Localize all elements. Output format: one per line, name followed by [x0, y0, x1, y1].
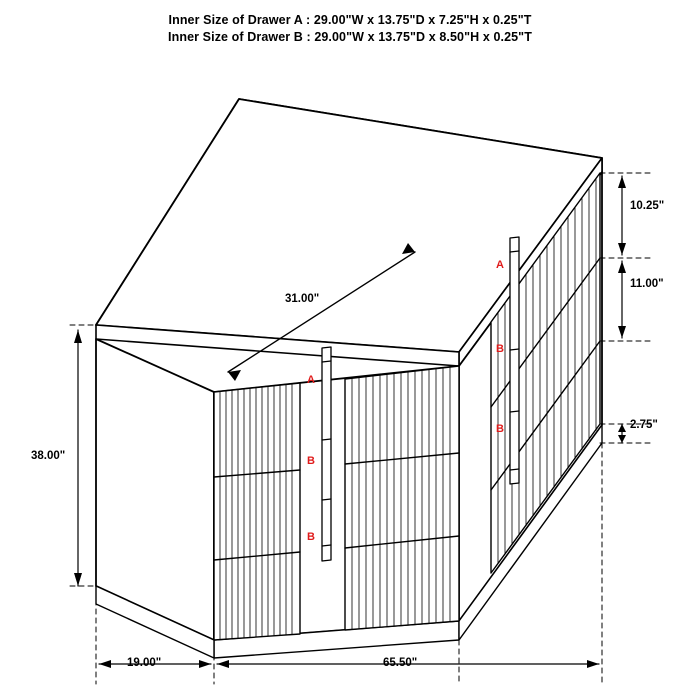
header-line-1: Inner Size of Drawer A : 29.00"W x 13.75"D x 7.25"H x 0.25"T	[168, 13, 532, 27]
handle-right-bank	[510, 237, 519, 484]
drawer-label-b-right-mid: B	[496, 343, 504, 355]
dim-label-19-00: 19.00"	[127, 657, 162, 669]
dim-label-11-00: 11.00"	[630, 278, 664, 290]
drawer-label-a-right: A	[496, 259, 504, 271]
dim-label-31-00: 31.00"	[285, 293, 320, 305]
drawer-label-b-left-mid: B	[307, 455, 315, 467]
drawer-label-b-right-low: B	[496, 423, 504, 435]
dim-label-65-50: 65.50"	[383, 657, 418, 669]
dim-label-10-25: 10.25"	[630, 200, 665, 212]
handle-left-bank	[322, 347, 331, 561]
header-line-2: Inner Size of Drawer B : 29.00"W x 13.75"D x 8.50"H x 0.25"T	[168, 30, 532, 44]
drawer-label-a-left: A	[307, 374, 315, 386]
dim-right-stack	[600, 173, 652, 443]
dim-label-2-75: 2.75"	[630, 419, 658, 431]
drawer-bank-left	[214, 383, 300, 640]
drawer-label-b-left-low: B	[307, 531, 315, 543]
dim-overall-height	[70, 325, 96, 586]
dim-label-38-00: 38.00"	[31, 450, 66, 462]
drawer-bank-center	[345, 366, 459, 630]
